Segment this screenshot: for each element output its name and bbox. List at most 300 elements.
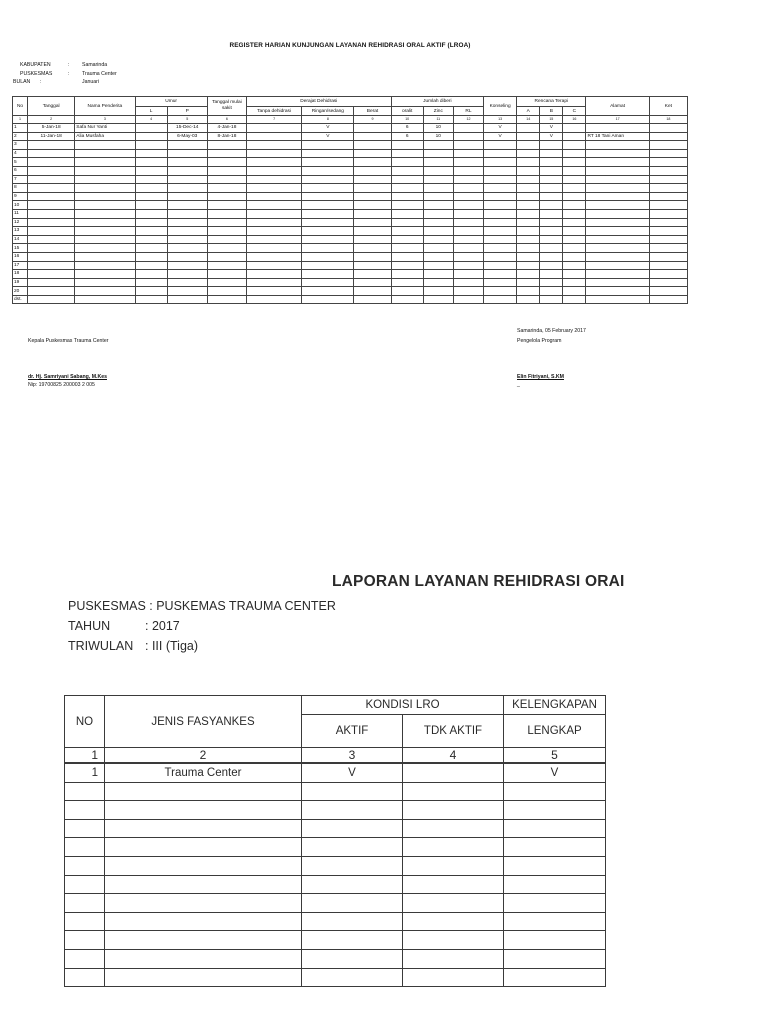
cell-ket [649,252,687,261]
column-number: 7 [246,116,301,124]
cell-tanpa [246,218,301,227]
cell-alamat: RT 18 Tani Aman [586,132,649,141]
register-meta [13,61,180,87]
cell-p [167,141,207,150]
table-row [13,124,688,133]
cell-zinc [423,149,453,158]
cell-ket [649,149,687,158]
cell-rl [453,132,483,141]
cell-no: 12 [13,218,28,227]
cell-berat [354,209,391,218]
cell-tanggal [28,235,75,244]
cell-no: 2 [13,132,28,141]
cell-rl [453,175,483,184]
cell-ket [649,209,687,218]
cell-tdk [403,912,504,931]
signature-left-name: dr. Hj. Samriyani Sabang, M.Kes [28,374,107,380]
cell-nama [75,295,135,304]
cell-b: V [540,132,563,141]
cell-konseling [484,192,517,201]
cell-tanggal: 5-Jan-18 [28,124,75,133]
cell-l [135,252,167,261]
meta-triwulan-value: : III (Tiga) [145,639,199,653]
cell-no [65,856,105,875]
cell-no: 7 [13,175,28,184]
cell-nama [75,141,135,150]
cell-tanggal [28,244,75,253]
cell-aktif [302,931,403,950]
column-number: 5 [504,748,606,764]
col-jumlah-header: Jumlah diberi [391,97,483,107]
cell-zinc [423,158,453,167]
cell-b [540,192,563,201]
cell-jenis [105,838,302,857]
col-alamat-header: Alamat [586,97,649,116]
cell-berat [354,235,391,244]
col-no-header: No [13,97,28,116]
cell-c [563,252,586,261]
cell-nama [75,209,135,218]
cell-zinc [423,166,453,175]
cell-ket [649,218,687,227]
cell-oralit [391,235,423,244]
cell-tanpa [246,287,301,296]
table-row [13,158,688,167]
col-umur-l-header: L [135,107,167,116]
cell-no [65,838,105,857]
cell-b [540,295,563,304]
cell-p [167,149,207,158]
table-row [65,931,606,950]
cell-l [135,270,167,279]
cell-tanggal [28,175,75,184]
cell-alamat [586,270,649,279]
cell-ket [649,192,687,201]
table-row [65,875,606,894]
cell-tanggal [28,218,75,227]
cell-no [65,949,105,968]
cell-tanggal [28,261,75,270]
cell-a [517,235,540,244]
cell-l [135,158,167,167]
cell-rl [453,124,483,133]
cell-tdk [403,782,504,801]
signature-place-date: Samarinda, 05 February 2017 [517,328,586,334]
cell-no: 3 [13,141,28,150]
cell-alamat [586,218,649,227]
cell-lengkap [504,838,606,857]
cell-oralit [391,184,423,193]
column-number: 6 [207,116,246,124]
cell-oralit [391,278,423,287]
cell-p [167,287,207,296]
cell-nama [75,175,135,184]
cell-zinc [423,141,453,150]
cell-ringan [302,158,354,167]
cell-oralit [391,252,423,261]
cell-alamat [586,278,649,287]
cell-a [517,244,540,253]
cell-tanggal: 11-Jan-18 [28,132,75,141]
cell-zinc: 10 [423,132,453,141]
cell-konseling [484,252,517,261]
table-row [13,201,688,210]
cell-tanpa [246,295,301,304]
col-ket-header: Ket [649,97,687,116]
cell-rl [453,149,483,158]
cell-tdk [403,949,504,968]
cell-tdk [403,801,504,820]
col-berat-header: Berat [354,107,391,116]
cell-rl [453,261,483,270]
cell-lengkap [504,949,606,968]
meta-key: KABUPATEN [20,62,51,68]
cell-a [517,158,540,167]
cell-tanpa [246,166,301,175]
table-row [65,912,606,931]
cell-a [517,261,540,270]
cell-alamat [586,192,649,201]
cell-tanpa [246,175,301,184]
cell-berat [354,158,391,167]
cell-no [65,875,105,894]
cell-lengkap [504,782,606,801]
cell-l [135,141,167,150]
cell-b [540,149,563,158]
cell-l [135,235,167,244]
col-rencana-header: Rencana Terapi [517,97,586,107]
table-row [13,166,688,175]
cell-nama [75,235,135,244]
cell-b [540,270,563,279]
cell-ringan [302,287,354,296]
cell-aktif [302,838,403,857]
cell-rl [453,278,483,287]
cell-p [167,278,207,287]
cell-lengkap [504,875,606,894]
cell-aktif [302,875,403,894]
signature-left-nip: Nip: 19700825 200003 2 005 [28,382,95,388]
cell-mulai [207,158,246,167]
cell-c [563,261,586,270]
cell-ringan: V [302,132,354,141]
cell-l [135,175,167,184]
cell-ringan [302,261,354,270]
column-number: 8 [302,116,354,124]
cell-l [135,124,167,133]
cell-l [135,261,167,270]
cell-mulai [207,227,246,236]
cell-a [517,132,540,141]
cell-l [135,218,167,227]
cell-p [167,252,207,261]
cell-mulai [207,235,246,244]
table-row [13,149,688,158]
cell-nama [75,261,135,270]
cell-mulai: 8-Jan-18 [207,132,246,141]
cell-jenis [105,912,302,931]
col-tanpa-header: Tanpa dehidrasi [246,107,301,116]
cell-zinc [423,175,453,184]
cell-tdk [403,838,504,857]
cell-nama [75,278,135,287]
cell-oralit [391,227,423,236]
cell-jenis [105,801,302,820]
cell-lengkap: V [504,763,606,782]
cell-p [167,270,207,279]
cell-no [65,801,105,820]
cell-l [135,132,167,141]
signature-right-block [517,373,564,389]
cell-tanggal [28,201,75,210]
col-derajat-header: Derajat Dehidrasi [246,97,391,107]
cell-b [540,244,563,253]
cell-ringan [302,270,354,279]
cell-ringan: V [302,124,354,133]
cell-ringan [302,244,354,253]
cell-tdk [403,856,504,875]
cell-tanggal [28,227,75,236]
col-kondisi-header: KONDISI LRO [302,696,504,715]
cell-ringan [302,295,354,304]
cell-ket [649,235,687,244]
cell-p: 15-Dec-14 [167,124,207,133]
cell-tanpa [246,201,301,210]
cell-nama: Safa Nur Yanti [75,124,135,133]
cell-ket [649,287,687,296]
cell-tanpa [246,270,301,279]
cell-konseling [484,218,517,227]
cell-berat [354,252,391,261]
cell-jenis [105,819,302,838]
cell-nama [75,287,135,296]
cell-ringan [302,227,354,236]
cell-mulai [207,166,246,175]
cell-tanpa [246,149,301,158]
cell-no: dst. [13,295,28,304]
cell-oralit [391,287,423,296]
cell-oralit [391,218,423,227]
meta-puskesmas: PUSKESMAS : PUSKEMAS TRAUMA CENTER [68,599,336,613]
table-row [13,192,688,201]
cell-mulai [207,149,246,158]
cell-no: 9 [13,192,28,201]
cell-alamat [586,295,649,304]
cell-a [517,295,540,304]
cell-konseling [484,270,517,279]
cell-ket [649,141,687,150]
cell-rl [453,141,483,150]
cell-rl [453,295,483,304]
meta-tahun-value: : 2017 [145,619,180,633]
col-b-header: B [540,107,563,116]
cell-l [135,149,167,158]
cell-b: V [540,124,563,133]
cell-no [65,819,105,838]
cell-mulai [207,209,246,218]
cell-tanggal [28,252,75,261]
cell-oralit [391,158,423,167]
cell-l [135,244,167,253]
cell-c [563,175,586,184]
cell-alamat [586,124,649,133]
cell-tanpa [246,192,301,201]
cell-ket [649,270,687,279]
cell-mulai [207,244,246,253]
cell-p [167,192,207,201]
cell-tanpa [246,235,301,244]
cell-berat [354,132,391,141]
cell-konseling: V [484,124,517,133]
cell-c [563,270,586,279]
cell-ringan [302,278,354,287]
cell-no [65,912,105,931]
cell-no: 8 [13,184,28,193]
cell-konseling [484,295,517,304]
cell-ringan [302,209,354,218]
cell-c [563,149,586,158]
meta-colon: : [68,62,70,68]
cell-tanpa [246,184,301,193]
cell-a [517,166,540,175]
cell-tanggal [28,184,75,193]
cell-c [563,244,586,253]
cell-zinc [423,261,453,270]
col-konseling-header: Konseling [484,97,517,116]
cell-aktif [302,856,403,875]
table-row [65,856,606,875]
signature-right-nip: _ [517,382,520,388]
cell-nama [75,252,135,261]
cell-konseling [484,158,517,167]
cell-zinc [423,227,453,236]
cell-lengkap [504,801,606,820]
cell-p [167,295,207,304]
cell-p [167,166,207,175]
table-row [13,132,688,141]
cell-l [135,278,167,287]
cell-p [167,218,207,227]
cell-aktif [302,968,403,987]
cell-a [517,278,540,287]
cell-a [517,252,540,261]
cell-l [135,166,167,175]
table-row [13,184,688,193]
cell-ket [649,166,687,175]
col-tdk-aktif-header: TDK AKTIF [403,715,504,748]
cell-no: 13 [13,227,28,236]
column-number: 1 [13,116,28,124]
cell-tdk [403,763,504,782]
cell-no: 20 [13,287,28,296]
cell-konseling [484,244,517,253]
cell-alamat [586,209,649,218]
cell-alamat [586,166,649,175]
cell-ringan [302,184,354,193]
cell-tanpa [246,209,301,218]
cell-p [167,158,207,167]
column-number-row [65,748,606,764]
cell-tanpa [246,124,301,133]
cell-jenis [105,856,302,875]
cell-no: 5 [13,158,28,167]
cell-jenis [105,894,302,913]
signature-right-name: Elin Fitriyani, S.KM [517,374,564,380]
cell-jenis [105,782,302,801]
cell-rl [453,227,483,236]
cell-l [135,184,167,193]
column-number: 18 [649,116,687,124]
cell-no: 14 [13,235,28,244]
cell-c [563,295,586,304]
cell-no: 15 [13,244,28,253]
cell-ringan [302,201,354,210]
cell-jenis [105,931,302,950]
table-row [13,235,688,244]
cell-ket [649,227,687,236]
cell-rl [453,192,483,201]
cell-nama: Alia Musfaha [75,132,135,141]
cell-alamat [586,252,649,261]
cell-aktif [302,949,403,968]
cell-konseling [484,227,517,236]
cell-zinc [423,201,453,210]
cell-c [563,141,586,150]
column-number: 12 [453,116,483,124]
cell-mulai [207,287,246,296]
register-table [12,96,688,304]
cell-c [563,201,586,210]
col-no-header: NO [65,696,105,748]
cell-tanggal [28,287,75,296]
cell-tanpa [246,278,301,287]
col-kelengkapan-header: KELENGKAPAN [504,696,606,715]
meta-value: Januari [82,79,100,85]
cell-l [135,295,167,304]
cell-a [517,141,540,150]
column-number: 13 [484,116,517,124]
meta-tahun-key: TAHUN [68,619,111,633]
cell-ket [649,295,687,304]
cell-c [563,184,586,193]
cell-mulai [207,184,246,193]
signature-left-role: Kepala Puskesmas Trauma Center [28,338,109,344]
cell-c [563,132,586,141]
cell-oralit [391,175,423,184]
cell-p [167,201,207,210]
col-nama-header: Nama Penderita [75,97,135,116]
cell-no [65,968,105,987]
cell-alamat [586,244,649,253]
meta-value: Trauma Center [82,70,117,77]
table-row [13,175,688,184]
cell-l [135,201,167,210]
cell-mulai [207,278,246,287]
cell-zinc [423,295,453,304]
cell-c [563,287,586,296]
cell-a [517,175,540,184]
cell-tanggal [28,209,75,218]
cell-berat [354,192,391,201]
cell-konseling [484,184,517,193]
cell-no: 1 [13,124,28,133]
col-rl-header: RL [453,107,483,116]
cell-zinc [423,244,453,253]
table-row [13,209,688,218]
cell-oralit [391,270,423,279]
table-row [13,270,688,279]
cell-nama [75,192,135,201]
